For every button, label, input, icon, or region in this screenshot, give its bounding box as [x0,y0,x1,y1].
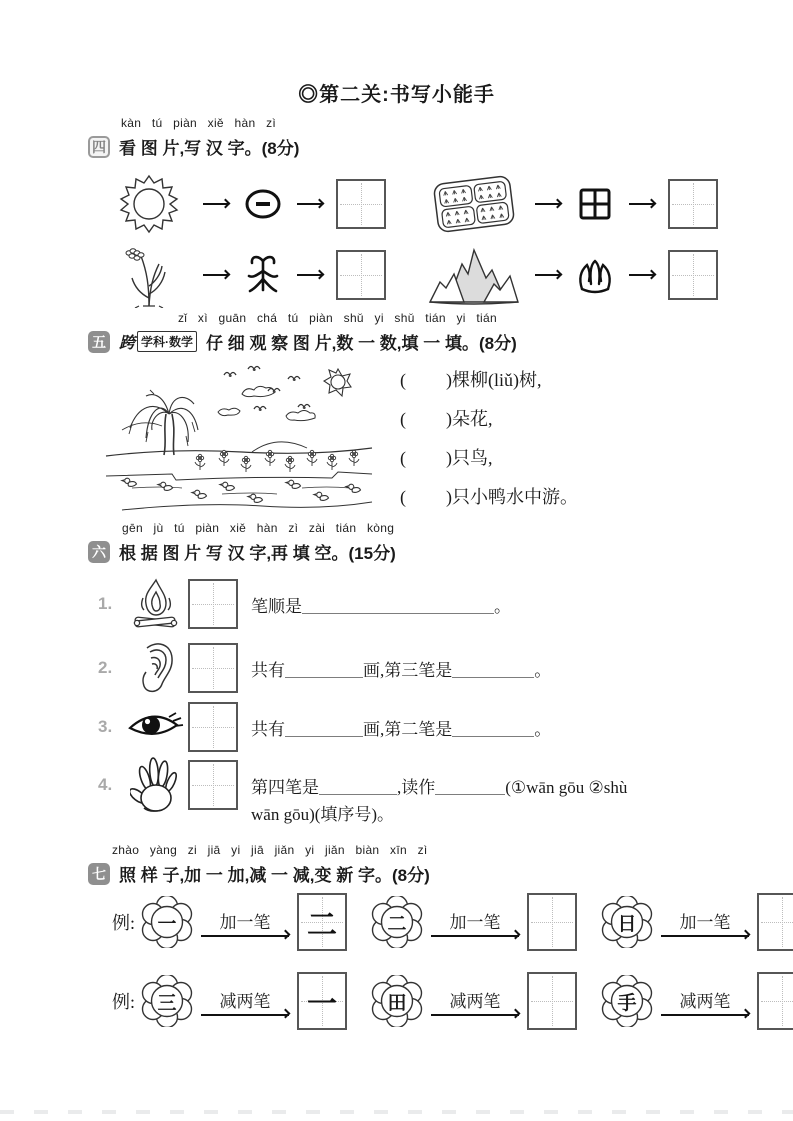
section5-marker: 五 [88,331,110,353]
section4-header [88,134,299,159]
labeled-arrow: 减两笔 [431,987,519,1016]
example-label: 例: [112,992,136,1012]
practice-grid[interactable] [188,579,238,629]
labeled-arrow: 减两笔 [201,987,289,1016]
blank-line: ( )只小鸭水中游。 [400,487,578,507]
ear-icon [124,640,188,696]
arrow-icon [203,274,229,276]
answer-blank[interactable] [302,595,494,614]
section5-heading: 仔 细 观 察 图 片,数 一 数,填 一 填。(8分) [206,334,517,353]
pond-willow-scene [102,360,377,518]
flower-badge: 手 [601,975,653,1027]
eye-icon [124,711,188,743]
oracle-field-glyph [574,186,616,222]
scan-edge [0,1110,793,1114]
section7-header [88,861,430,886]
sub-group-1 [141,972,347,1030]
add-group-1 [141,893,347,951]
item-number: 2. [98,658,113,677]
example-label: 例: [112,913,136,933]
campfire-icon [124,578,188,630]
field-flow [426,172,718,236]
arrow-icon [629,274,655,276]
mountain-flow [426,244,718,306]
item-2 [98,640,551,696]
item3-text: 共有 画,第二笔是 。 [251,719,552,739]
answer-grid[interactable]: 一 [297,972,347,1030]
blank-line: ( )只鸟, [400,448,493,468]
answer-grid[interactable] [527,972,577,1030]
item4-text: 第四笔是 ,读作 (①wān gōu ②shù [251,777,628,797]
practice-grid[interactable] [668,179,718,229]
section6-header [88,539,396,564]
sub-group-3 [601,972,793,1030]
labeled-arrow: 加一笔 [201,908,289,937]
cross-subject-badge: 跨 学科·数学 [119,330,197,353]
answer-blank[interactable] [319,776,397,795]
count-blanks [400,366,578,522]
answer-grid[interactable] [757,893,793,951]
arrow-icon [297,274,323,276]
answer-blank[interactable] [452,659,534,678]
practice-grid[interactable] [188,643,238,693]
section6-heading: 根 据 图 片 写 汉 字,再 填 空。(15分) [119,544,396,563]
arrow-icon [629,203,655,205]
section4-marker: 四 [88,136,110,158]
arrow-icon [297,203,323,205]
item-number: 1. [98,594,113,613]
labeled-arrow: 加一笔 [661,908,749,937]
answer-blank[interactable] [435,776,505,795]
sun-flow [108,173,386,235]
flower-badge: 日 [601,896,653,948]
answer-blank[interactable] [452,718,534,737]
sun-icon [108,173,190,235]
flower-badge: 田 [371,975,423,1027]
answer-grid[interactable] [757,972,793,1030]
add-stroke-row [112,893,793,951]
section4-row1 [108,172,718,236]
page-title: ◎第二关:书写小能手 [298,84,495,106]
rice-plant-icon [108,242,190,308]
arrow-icon [535,203,561,205]
answer-blank[interactable] [285,718,363,737]
subtract-stroke-row [112,972,793,1030]
blank-line: ( )朵花, [400,409,493,429]
answer-grid[interactable]: 二 [297,893,347,951]
item-number: 4. [98,775,113,794]
section6-marker: 六 [88,541,110,563]
section6-pinyin: gēn jù tú piàn xiě hàn zì zài tián kòng [122,521,395,535]
rice-flow [108,242,386,308]
paddy-field-icon [426,172,522,236]
arrow-icon [535,274,561,276]
sub-group-2 [371,972,577,1030]
section4-row2 [108,242,718,308]
practice-grid[interactable] [668,250,718,300]
section7-marker: 七 [88,863,110,885]
section4-heading: 看 图 片,写 汉 字。(8分) [119,139,300,158]
arrow-icon [203,203,229,205]
section5-pinyin: zǐ xì guān chá tú piàn shǔ yi shǔ tián yi tián [178,311,497,325]
answer-grid[interactable] [527,893,577,951]
answer-blank[interactable] [285,659,363,678]
item1-text: 笔顺是 。 [251,596,511,616]
item2-text: 共有 画,第三笔是 。 [251,660,552,680]
flower-badge: 二 [371,896,423,948]
practice-grid[interactable] [188,702,238,752]
blank-line: ( )棵柳(liǔ)树, [400,370,542,390]
item-1 [98,578,511,630]
section4-pinyin: kàn tú piàn xiě hàn zì [121,116,277,130]
oracle-sun-glyph [242,188,284,220]
labeled-arrow: 减两笔 [661,987,749,1016]
item-3 [98,702,551,752]
section5-header [88,329,517,354]
add-group-2 [371,893,577,951]
oracle-mountain-glyph [574,256,616,294]
hand-icon [124,756,188,814]
flower-badge: 三 [141,975,193,1027]
section7-pinyin: zhào yàng zi jiā yi jiā jiǎn yi jiǎn biàn xīn zì [112,843,428,857]
practice-grid[interactable] [336,250,386,300]
practice-grid[interactable] [336,179,386,229]
flower-badge: 一 [141,896,193,948]
practice-grid[interactable] [188,760,238,810]
section7-heading: 照 样 子,加 一 加,减 一 减,变 新 字。(8分) [119,866,430,885]
item4-text-line2: wān gōu)(填序号)。 [251,805,395,824]
mountain-icon [426,244,522,306]
item-number: 3. [98,717,113,736]
labeled-arrow: 加一笔 [431,908,519,937]
oracle-grain-glyph [242,255,284,295]
add-group-3 [601,893,793,951]
